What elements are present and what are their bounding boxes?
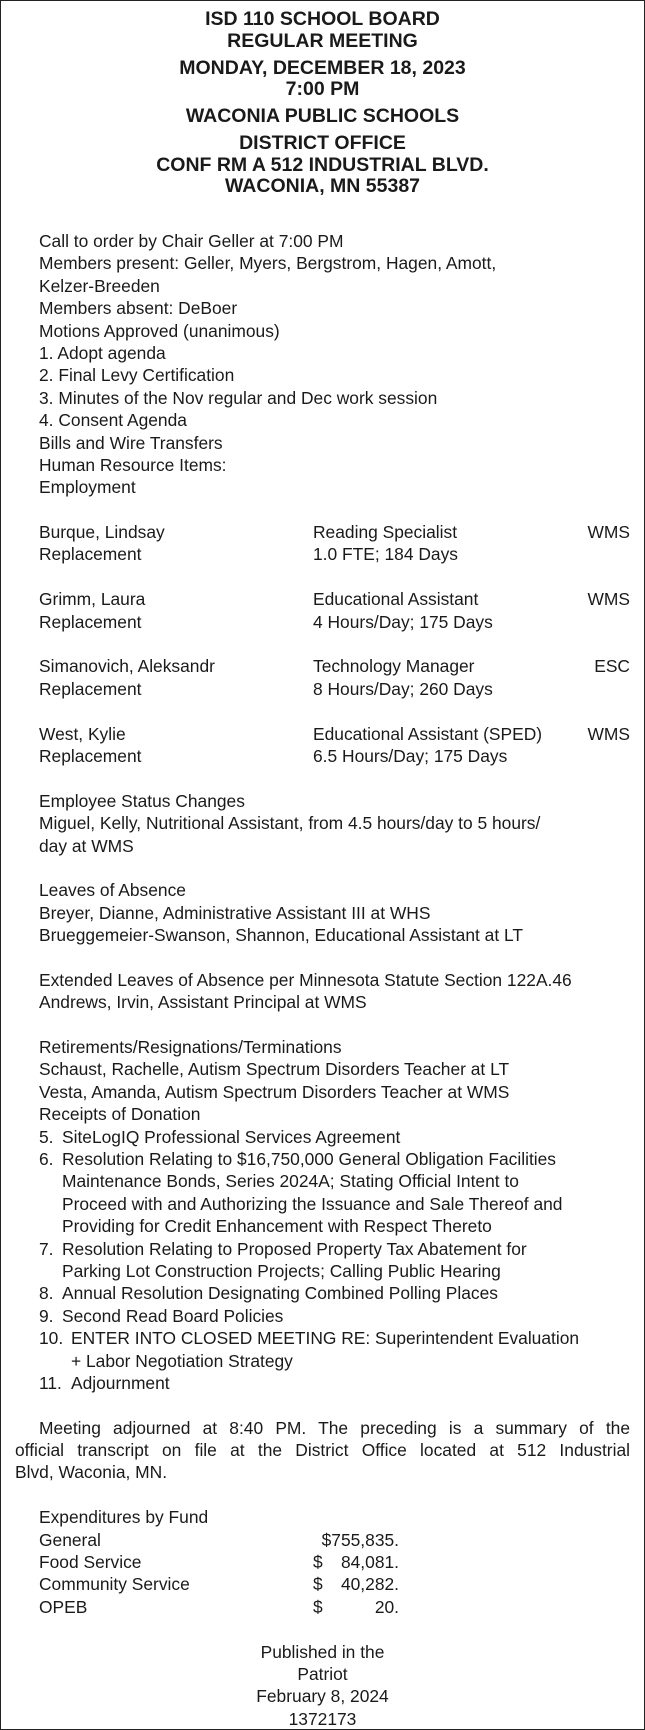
employee-site: ESC [594,656,630,677]
item-text: Annual Resolution Designating Combined Polling Places [62,1283,498,1304]
fund-currency: $ [313,1574,323,1595]
agenda-item [1,1148,644,1170]
item-number: 11. [39,1372,62,1393]
extended-leaves-heading: Extended Leaves of Absence per Minnesota Statute Section 122A.46 [39,969,572,990]
employee-position: Technology Manager [313,656,475,677]
retirement-entry: Vesta, Amanda, Autism Spectrum Disorders Teacher at WMS [39,1081,510,1102]
header-city: WACONIA, MN 55387 [224,175,421,197]
employee-row-detail [1,745,644,767]
closing-paragraph [1,1417,644,1484]
expenditure-row [1,1529,644,1551]
employee-row-detail [1,678,644,700]
leave-entry: Breyer, Dianne, Administrative Assistant III at WHS [39,902,431,923]
employee-row [1,723,644,745]
closing-line: official transcript on file at the District Office located at 512 Industrial [15,1440,630,1461]
employee-row [1,588,644,610]
employee-name: Simanovich, Aleksandr [39,656,215,677]
employee-position: Educational Assistant (SPED) [313,723,543,744]
expenditure-row [1,1573,644,1595]
header-room: CONF RM A 512 INDUSTRIAL BLVD. [156,153,489,176]
bills-transfers: Bills and Wire Transfers [39,432,223,453]
members-present-cont: Kelzer-Breeden [39,275,160,296]
item-text-cont: + Labor Negotiation Strategy [71,1350,293,1371]
agenda-item: 3. Minutes of the Nov regular and Dec work session [39,387,438,408]
header-board: ISD 110 SCHOOL BOARD [205,8,440,30]
employee-site: WMS [587,589,630,610]
employee-site: WMS [587,723,630,744]
members-present: Members present: Geller, Myers, Bergstrom, Hagen, Amott, [39,253,497,274]
leaves-heading: Leaves of Absence [39,880,186,901]
employee-row-detail [1,543,644,565]
fund-amount: 20. [374,1596,399,1617]
agenda-item [1,1372,644,1394]
closing-line: Meeting adjourned at 8:40 PM. The preceding is a summary of the [39,1417,630,1438]
employee-site: WMS [587,522,630,543]
motions-approved: Motions Approved (unanimous) [39,320,280,341]
agenda-item: 4. Consent Agenda [39,410,187,431]
receipts-of-donation: Receipts of Donation [39,1104,201,1125]
employee-position: Reading Specialist [313,522,458,543]
item-text: Second Read Board Policies [62,1305,284,1326]
header-office: DISTRICT OFFICE [239,132,406,154]
employee-detail: 1.0 FTE; 184 Days [313,544,458,565]
publication-info [1,1641,644,1730]
fund-amount: 84,081. [340,1552,399,1573]
call-to-order: Call to order by Chair Geller at 7:00 PM [39,231,344,251]
fund-currency: $ [313,1596,323,1617]
status-changes-heading: Employee Status Changes [39,790,245,811]
item-text: Resolution Relating to Proposed Property Tax Abatement for [62,1238,527,1259]
item-text: SiteLogIQ Professional Services Agreement [62,1126,401,1147]
employee-row [1,655,644,677]
item-text: Adjournment [71,1372,170,1393]
fund-name: OPEB [39,1596,88,1617]
agenda-item [1,1238,644,1260]
published-in: Published in the [260,1641,385,1662]
agenda-item: 2. Final Levy Certification [39,365,235,386]
item-text-cont: Maintenance Bonds, Series 2024A; Stating Official Intent to [62,1171,519,1192]
expenditure-row [1,1551,644,1573]
minutes-body [1,230,644,1730]
members-absent: Members absent: DeBoer [39,298,238,319]
employee-type: Replacement [39,611,142,632]
notice-header [1,1,644,198]
item-number: 7. [39,1238,54,1259]
header-date: MONDAY, DECEMBER 18, 2023 [179,56,466,79]
employee-position: Educational Assistant [313,589,479,610]
employee-type: Replacement [39,544,142,565]
employment-heading: Employment [39,477,136,498]
agenda-item [1,1327,644,1349]
item-number: 6. [39,1149,54,1170]
employee-detail: 4 Hours/Day; 175 Days [313,611,493,632]
fund-name: General [39,1529,101,1550]
item-number: 8. [39,1283,54,1304]
header-meeting-type: REGULAR MEETING [227,29,418,52]
agenda-item [1,1282,644,1304]
agenda-item [1,1305,644,1327]
employee-row [1,521,644,543]
employee-type: Replacement [39,678,142,699]
item-number: 10. [39,1328,64,1349]
employee-detail: 8 Hours/Day; 260 Days [313,678,493,699]
employee-type: Replacement [39,745,142,766]
employee-row-detail [1,611,644,633]
agenda-item [1,1126,644,1148]
fund-currency: $ [313,1552,323,1573]
employee-name: Burque, Lindsay [39,522,165,543]
item-text-cont: Providing for Credit Enhancement with Respect Thereto [62,1216,492,1237]
publication-date: February 8, 2024 [256,1686,389,1707]
header-time: 7:00 PM [285,78,360,100]
item-text-cont: Parking Lot Construction Projects; Calling Public Hearing [62,1260,501,1281]
header-district: WACONIA PUBLIC SCHOOLS [185,105,460,127]
extended-leave-entry: Andrews, Irvin, Assistant Principal at WMS [39,992,367,1013]
retirement-entry: Schaust, Rachelle, Autism Spectrum Disorders Teacher at LT [39,1059,510,1080]
retirements-heading: Retirements/Resignations/Terminations [39,1037,342,1058]
item-number: 5. [39,1126,54,1147]
fund-amount: $755,835. [321,1529,399,1550]
expenditure-row [1,1596,644,1618]
fund-name: Community Service [39,1574,190,1595]
status-change: Miguel, Kelly, Nutritional Assistant, from 4.5 hours/day to 5 hours/ [39,813,541,834]
employee-name: Grimm, Laura [39,589,146,610]
item-text: Resolution Relating to $16,750,000 General Obligation Facilities [62,1149,557,1170]
fund-name: Food Service [39,1552,142,1573]
fund-amount: 40,282. [340,1574,399,1595]
item-number: 9. [39,1305,54,1326]
status-change-cont: day at WMS [39,835,134,856]
notice-number: 1372173 [288,1708,357,1729]
agenda-item: 1. Adopt agenda [39,342,166,363]
leave-entry: Brueggemeier-Swanson, Shannon, Educational Assistant at LT [39,925,524,946]
employee-name: West, Kylie [39,723,126,744]
expenditures-heading: Expenditures by Fund [39,1507,209,1528]
employee-detail: 6.5 Hours/Day; 175 Days [313,745,508,766]
item-text: ENTER INTO CLOSED MEETING RE: Superintendent Evaluation [71,1328,580,1349]
closing-line: Blvd, Waconia, MN. [15,1462,168,1483]
publication-name: Patriot [297,1664,348,1684]
item-text-cont: Proceed with and Authorizing the Issuance and Sale Thereof and [62,1193,563,1214]
hr-items: Human Resource Items: [39,454,227,475]
